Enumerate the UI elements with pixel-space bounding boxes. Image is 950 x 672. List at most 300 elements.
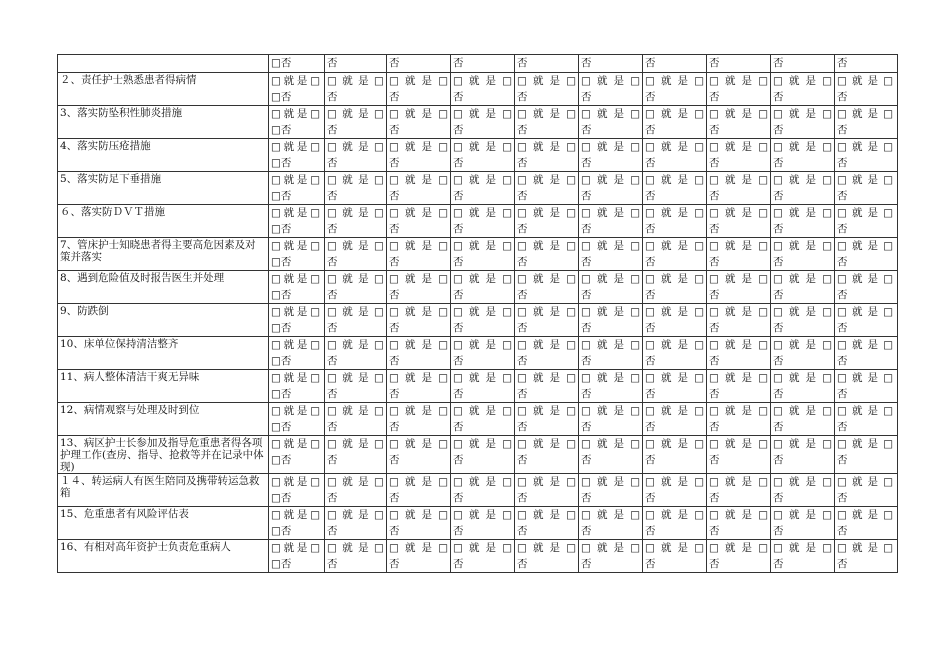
no-option[interactable]: 否 — [389, 355, 400, 367]
check-cell[interactable] — [269, 436, 325, 474]
check-cell[interactable] — [579, 106, 643, 139]
no-option[interactable]: 否 — [581, 388, 592, 400]
no-option[interactable]: 否 — [709, 525, 720, 537]
checkbox-icon[interactable]: □ — [517, 476, 527, 488]
checkbox-icon[interactable]: □ — [883, 509, 893, 521]
checkbox-icon[interactable]: □ — [453, 509, 463, 521]
no-option[interactable]: 否 — [517, 190, 528, 202]
yes-option[interactable] — [327, 172, 384, 188]
yes-option[interactable] — [327, 106, 384, 122]
yes-option[interactable] — [837, 172, 895, 188]
check-cell[interactable]: □否 — [269, 55, 325, 73]
yes-option[interactable] — [773, 436, 832, 452]
checkbox-icon[interactable]: □ — [502, 273, 512, 285]
checkbox-icon[interactable]: □ — [694, 141, 704, 153]
yes-option[interactable] — [327, 540, 384, 556]
checkbox-icon[interactable]: □ — [310, 207, 320, 219]
yes-option[interactable] — [389, 271, 448, 287]
checkbox-icon[interactable]: □ — [822, 476, 832, 488]
checkbox-icon[interactable]: □ — [694, 509, 704, 521]
checkbox-icon[interactable]: □ — [694, 405, 704, 417]
checkbox-icon[interactable]: □ — [883, 174, 893, 186]
yes-option[interactable] — [773, 337, 832, 353]
no-option[interactable]: 否 — [389, 558, 400, 570]
checkbox-icon[interactable]: □ — [271, 240, 281, 252]
yes-option[interactable] — [773, 106, 832, 122]
checkbox-icon[interactable]: □ — [630, 542, 640, 554]
no-option[interactable]: 否 — [645, 558, 656, 570]
yes-option[interactable] — [773, 403, 832, 419]
yes-option[interactable] — [453, 73, 512, 89]
no-option[interactable]: 否 — [709, 124, 720, 136]
checkbox-icon[interactable]: □ — [773, 141, 783, 153]
checkbox-icon[interactable]: □ — [453, 141, 463, 153]
no-option[interactable]: 否 — [645, 223, 656, 235]
check-cell[interactable] — [579, 474, 643, 507]
yes-option[interactable] — [389, 370, 448, 386]
checkbox-icon[interactable]: □ — [310, 509, 320, 521]
yes-option[interactable] — [389, 337, 448, 353]
no-option[interactable]: 否 — [645, 91, 656, 103]
checkbox-icon[interactable]: □ — [645, 476, 655, 488]
check-cell[interactable] — [451, 436, 515, 474]
no-option[interactable]: 否 — [773, 322, 784, 334]
checkbox-icon[interactable]: □ — [709, 207, 719, 219]
no-option[interactable]: 否 — [581, 256, 592, 268]
check-cell[interactable] — [579, 73, 643, 106]
check-cell[interactable] — [451, 238, 515, 271]
yes-option[interactable] — [327, 507, 384, 523]
no-option[interactable]: 否 — [709, 289, 720, 301]
check-cell[interactable] — [771, 337, 835, 370]
check-cell[interactable] — [515, 238, 579, 271]
no-option[interactable]: □否 — [271, 355, 292, 367]
checkbox-icon[interactable]: □ — [389, 108, 399, 120]
checkbox-icon[interactable]: □ — [438, 108, 448, 120]
yes-option[interactable] — [327, 139, 384, 155]
no-option[interactable]: 否 — [837, 558, 848, 570]
yes-option[interactable] — [837, 271, 895, 287]
checkbox-icon[interactable]: □ — [374, 339, 384, 351]
no-option[interactable]: 否 — [773, 492, 784, 504]
no-option[interactable]: 否 — [773, 256, 784, 268]
yes-option[interactable] — [837, 474, 895, 490]
checkbox-icon[interactable]: □ — [822, 339, 832, 351]
checkbox-icon[interactable]: □ — [645, 509, 655, 521]
checkbox-icon[interactable]: □ — [758, 141, 768, 153]
checkbox-icon[interactable]: □ — [327, 174, 337, 186]
check-cell[interactable] — [325, 304, 387, 337]
yes-option[interactable] — [645, 507, 704, 523]
yes-option[interactable] — [837, 73, 895, 89]
yes-option[interactable] — [709, 403, 768, 419]
checkbox-icon[interactable]: □ — [709, 75, 719, 87]
check-cell[interactable] — [835, 403, 898, 436]
no-option[interactable]: 否 — [581, 91, 592, 103]
checkbox-icon[interactable]: □ — [630, 273, 640, 285]
yes-option[interactable] — [581, 474, 640, 490]
yes-option[interactable] — [327, 370, 384, 386]
no-option[interactable]: 否 — [645, 289, 656, 301]
check-cell[interactable] — [579, 304, 643, 337]
no-option[interactable]: 否 — [453, 223, 464, 235]
checkbox-icon[interactable]: □ — [327, 306, 337, 318]
check-cell[interactable] — [707, 337, 771, 370]
check-cell[interactable] — [771, 540, 835, 573]
checkbox-icon[interactable]: □ — [883, 542, 893, 554]
yes-option[interactable] — [517, 238, 576, 254]
no-option[interactable]: 否 — [837, 190, 848, 202]
checkbox-icon[interactable]: □ — [310, 240, 320, 252]
checkbox-icon[interactable]: □ — [438, 438, 448, 450]
checkbox-icon[interactable]: □ — [374, 174, 384, 186]
no-option[interactable]: 否 — [581, 124, 592, 136]
checkbox-icon[interactable]: □ — [389, 141, 399, 153]
yes-option[interactable] — [517, 172, 576, 188]
check-cell[interactable] — [325, 403, 387, 436]
checkbox-icon[interactable]: □ — [581, 240, 591, 252]
checkbox-icon[interactable]: □ — [566, 476, 576, 488]
check-cell[interactable] — [643, 271, 707, 304]
yes-option[interactable] — [837, 238, 895, 254]
checkbox-icon[interactable]: □ — [773, 372, 783, 384]
check-cell[interactable] — [707, 205, 771, 238]
check-cell[interactable] — [579, 172, 643, 205]
no-option[interactable]: 否 — [773, 454, 784, 466]
yes-option[interactable] — [709, 271, 768, 287]
checkbox-icon[interactable]: □ — [327, 141, 337, 153]
checkbox-icon[interactable]: □ — [709, 509, 719, 521]
checkbox-icon[interactable]: □ — [883, 240, 893, 252]
check-cell[interactable] — [643, 474, 707, 507]
check-cell[interactable] — [771, 271, 835, 304]
checkbox-icon[interactable]: □ — [883, 273, 893, 285]
no-option[interactable]: 否 — [581, 190, 592, 202]
check-cell[interactable] — [325, 73, 387, 106]
yes-option[interactable] — [581, 139, 640, 155]
no-option[interactable]: 否 — [517, 558, 528, 570]
check-cell[interactable] — [771, 370, 835, 403]
checkbox-icon[interactable]: □ — [374, 509, 384, 521]
checkbox-icon[interactable]: □ — [694, 306, 704, 318]
yes-option[interactable] — [453, 436, 512, 452]
check-cell[interactable] — [771, 304, 835, 337]
checkbox-icon[interactable]: □ — [630, 306, 640, 318]
no-option[interactable]: 否 — [517, 124, 528, 136]
checkbox-icon[interactable]: □ — [630, 75, 640, 87]
no-option[interactable]: 否 — [389, 223, 400, 235]
yes-option[interactable] — [581, 73, 640, 89]
checkbox-icon[interactable]: □ — [517, 207, 527, 219]
check-cell[interactable] — [325, 172, 387, 205]
no-option[interactable]: 否 — [645, 388, 656, 400]
no-option[interactable]: □否 — [271, 525, 292, 537]
yes-option[interactable] — [837, 337, 895, 353]
no-option[interactable]: 否 — [837, 388, 848, 400]
no-option[interactable]: 否 — [389, 525, 400, 537]
no-option[interactable]: 否 — [773, 190, 784, 202]
check-cell[interactable] — [835, 205, 898, 238]
check-cell[interactable] — [387, 370, 451, 403]
check-cell[interactable]: 否 — [835, 55, 898, 73]
no-option[interactable]: 否 — [581, 322, 592, 334]
checkbox-icon[interactable]: □ — [502, 339, 512, 351]
checkbox-icon[interactable]: □ — [438, 542, 448, 554]
check-cell[interactable] — [387, 73, 451, 106]
check-cell[interactable] — [387, 540, 451, 573]
checkbox-icon[interactable]: □ — [581, 141, 591, 153]
checkbox-icon[interactable]: □ — [883, 108, 893, 120]
yes-option[interactable] — [709, 73, 768, 89]
no-option[interactable]: 否 — [581, 157, 592, 169]
check-cell[interactable] — [325, 337, 387, 370]
no-option[interactable]: 否 — [581, 558, 592, 570]
checkbox-icon[interactable]: □ — [517, 542, 527, 554]
no-option[interactable]: 否 — [837, 289, 848, 301]
checkbox-icon[interactable]: □ — [630, 372, 640, 384]
checkbox-icon[interactable]: □ — [389, 509, 399, 521]
checkbox-icon[interactable]: □ — [502, 141, 512, 153]
no-option[interactable]: 否 — [389, 124, 400, 136]
yes-option[interactable] — [327, 436, 384, 452]
checkbox-icon[interactable]: □ — [566, 306, 576, 318]
checkbox-icon[interactable]: □ — [566, 75, 576, 87]
check-cell[interactable] — [771, 474, 835, 507]
check-cell[interactable] — [579, 436, 643, 474]
check-cell[interactable] — [387, 337, 451, 370]
no-option[interactable]: 否 — [837, 355, 848, 367]
no-option[interactable]: 否 — [453, 256, 464, 268]
checkbox-icon[interactable]: □ — [438, 306, 448, 318]
check-cell[interactable] — [707, 304, 771, 337]
yes-option[interactable] — [645, 172, 704, 188]
no-option[interactable]: 否 — [581, 289, 592, 301]
yes-option[interactable] — [389, 474, 448, 490]
checkbox-icon[interactable]: □ — [645, 306, 655, 318]
check-cell[interactable] — [835, 370, 898, 403]
checkbox-icon[interactable]: □ — [271, 509, 281, 521]
no-option[interactable]: 否 — [517, 223, 528, 235]
checkbox-icon[interactable]: □ — [883, 306, 893, 318]
check-cell[interactable] — [707, 271, 771, 304]
no-option[interactable]: 否 — [389, 91, 400, 103]
checkbox-icon[interactable]: □ — [883, 405, 893, 417]
no-option[interactable]: 否 — [773, 388, 784, 400]
checkbox-icon[interactable]: □ — [374, 438, 384, 450]
checkbox-icon[interactable]: □ — [310, 174, 320, 186]
checkbox-icon[interactable]: □ — [773, 542, 783, 554]
yes-option[interactable] — [327, 271, 384, 287]
yes-option[interactable] — [773, 139, 832, 155]
no-option[interactable]: 否 — [517, 525, 528, 537]
checkbox-icon[interactable]: □ — [883, 339, 893, 351]
yes-option[interactable] — [581, 337, 640, 353]
check-cell[interactable] — [515, 172, 579, 205]
checkbox-icon[interactable]: □ — [389, 372, 399, 384]
yes-option[interactable] — [517, 540, 576, 556]
yes-option[interactable] — [773, 474, 832, 490]
checkbox-icon[interactable]: □ — [581, 372, 591, 384]
no-option[interactable]: 否 — [517, 157, 528, 169]
checkbox-icon[interactable]: □ — [453, 273, 463, 285]
check-cell[interactable] — [451, 73, 515, 106]
no-option[interactable]: 否 — [837, 157, 848, 169]
yes-option[interactable] — [581, 205, 640, 221]
check-cell[interactable] — [835, 304, 898, 337]
checkbox-icon[interactable]: □ — [502, 509, 512, 521]
yes-option[interactable] — [327, 403, 384, 419]
no-option[interactable]: 否 — [327, 454, 338, 466]
check-cell[interactable] — [451, 139, 515, 172]
yes-option[interactable] — [645, 271, 704, 287]
checkbox-icon[interactable]: □ — [694, 240, 704, 252]
no-option[interactable]: 否 — [581, 355, 592, 367]
checkbox-icon[interactable]: □ — [502, 405, 512, 417]
check-cell[interactable] — [835, 139, 898, 172]
checkbox-icon[interactable]: □ — [645, 240, 655, 252]
no-option[interactable]: 否 — [773, 558, 784, 570]
check-cell[interactable] — [579, 205, 643, 238]
yes-option[interactable] — [709, 436, 768, 452]
yes-option[interactable] — [645, 73, 704, 89]
no-option[interactable]: □否 — [271, 322, 292, 334]
check-cell[interactable] — [771, 172, 835, 205]
checkbox-icon[interactable]: □ — [438, 372, 448, 384]
yes-option[interactable] — [837, 403, 895, 419]
yes-option[interactable] — [709, 106, 768, 122]
yes-option[interactable] — [517, 139, 576, 155]
checkbox-icon[interactable]: □ — [271, 372, 281, 384]
check-cell[interactable]: 否 — [771, 55, 835, 73]
yes-option[interactable] — [709, 238, 768, 254]
checkbox-icon[interactable]: □ — [758, 542, 768, 554]
no-option[interactable]: 否 — [709, 190, 720, 202]
no-option[interactable]: 否 — [773, 124, 784, 136]
yes-option[interactable] — [773, 238, 832, 254]
check-cell[interactable] — [269, 337, 325, 370]
check-cell[interactable] — [707, 139, 771, 172]
yes-option[interactable] — [389, 106, 448, 122]
checkbox-icon[interactable]: □ — [773, 339, 783, 351]
check-cell[interactable] — [451, 304, 515, 337]
check-cell[interactable] — [387, 403, 451, 436]
check-cell[interactable] — [325, 474, 387, 507]
check-cell[interactable] — [325, 540, 387, 573]
check-cell[interactable] — [579, 337, 643, 370]
no-option[interactable]: 否 — [517, 454, 528, 466]
checkbox-icon[interactable]: □ — [389, 405, 399, 417]
no-option[interactable]: 否 — [773, 223, 784, 235]
yes-option[interactable] — [709, 474, 768, 490]
yes-option[interactable] — [453, 238, 512, 254]
checkbox-icon[interactable]: □ — [453, 108, 463, 120]
checkbox-icon[interactable]: □ — [310, 273, 320, 285]
check-cell[interactable] — [451, 106, 515, 139]
checkbox-icon[interactable]: □ — [271, 174, 281, 186]
check-cell[interactable] — [771, 507, 835, 540]
yes-option[interactable] — [453, 106, 512, 122]
checkbox-icon[interactable]: □ — [310, 476, 320, 488]
no-option[interactable]: 否 — [389, 492, 400, 504]
checkbox-icon[interactable]: □ — [630, 141, 640, 153]
no-option[interactable]: 否 — [327, 124, 338, 136]
yes-option[interactable] — [327, 337, 384, 353]
checkbox-icon[interactable]: □ — [566, 542, 576, 554]
yes-option[interactable] — [271, 172, 322, 188]
checkbox-icon[interactable]: □ — [310, 405, 320, 417]
yes-option[interactable] — [389, 205, 448, 221]
checkbox-icon[interactable]: □ — [645, 405, 655, 417]
no-option[interactable]: 否 — [327, 492, 338, 504]
checkbox-icon[interactable]: □ — [694, 542, 704, 554]
check-cell[interactable] — [515, 73, 579, 106]
no-option[interactable]: 否 — [389, 256, 400, 268]
checkbox-icon[interactable]: □ — [773, 476, 783, 488]
no-option[interactable]: 否 — [581, 421, 592, 433]
checkbox-icon[interactable]: □ — [645, 542, 655, 554]
checkbox-icon[interactable]: □ — [581, 174, 591, 186]
no-option[interactable]: 否 — [327, 223, 338, 235]
yes-option[interactable] — [389, 540, 448, 556]
check-cell[interactable] — [579, 507, 643, 540]
check-cell[interactable] — [643, 403, 707, 436]
yes-option[interactable] — [271, 271, 322, 287]
yes-option[interactable] — [773, 271, 832, 287]
checkbox-icon[interactable]: □ — [327, 542, 337, 554]
yes-option[interactable] — [517, 205, 576, 221]
checkbox-icon[interactable]: □ — [517, 339, 527, 351]
no-option[interactable]: 否 — [517, 355, 528, 367]
check-cell[interactable]: 否 — [325, 55, 387, 73]
no-option[interactable]: 否 — [709, 157, 720, 169]
checkbox-icon[interactable]: □ — [374, 476, 384, 488]
checkbox-icon[interactable]: □ — [837, 207, 847, 219]
yes-option[interactable] — [327, 304, 384, 320]
check-cell[interactable] — [387, 304, 451, 337]
yes-option[interactable] — [453, 205, 512, 221]
check-cell[interactable]: 否 — [707, 55, 771, 73]
no-option[interactable]: 否 — [389, 190, 400, 202]
no-option[interactable]: 否 — [453, 190, 464, 202]
checkbox-icon[interactable]: □ — [566, 509, 576, 521]
checkbox-icon[interactable]: □ — [327, 207, 337, 219]
checkbox-icon[interactable]: □ — [517, 240, 527, 252]
checkbox-icon[interactable]: □ — [758, 273, 768, 285]
no-option[interactable]: 否 — [327, 421, 338, 433]
check-cell[interactable] — [579, 370, 643, 403]
checkbox-icon[interactable]: □ — [517, 174, 527, 186]
check-cell[interactable] — [643, 304, 707, 337]
yes-option[interactable] — [517, 370, 576, 386]
check-cell[interactable] — [771, 238, 835, 271]
no-option[interactable]: 否 — [327, 355, 338, 367]
checkbox-icon[interactable]: □ — [327, 405, 337, 417]
checkbox-icon[interactable]: □ — [438, 509, 448, 521]
check-cell[interactable] — [707, 106, 771, 139]
check-cell[interactable] — [835, 172, 898, 205]
checkbox-icon[interactable]: □ — [581, 75, 591, 87]
checkbox-icon[interactable]: □ — [837, 438, 847, 450]
check-cell[interactable] — [325, 106, 387, 139]
checkbox-icon[interactable]: □ — [822, 405, 832, 417]
check-cell[interactable] — [451, 474, 515, 507]
checkbox-icon[interactable]: □ — [773, 174, 783, 186]
no-option[interactable]: 否 — [581, 454, 592, 466]
yes-option[interactable] — [271, 106, 322, 122]
no-option[interactable]: 否 — [837, 124, 848, 136]
checkbox-icon[interactable]: □ — [837, 476, 847, 488]
check-cell[interactable]: 否 — [643, 55, 707, 73]
